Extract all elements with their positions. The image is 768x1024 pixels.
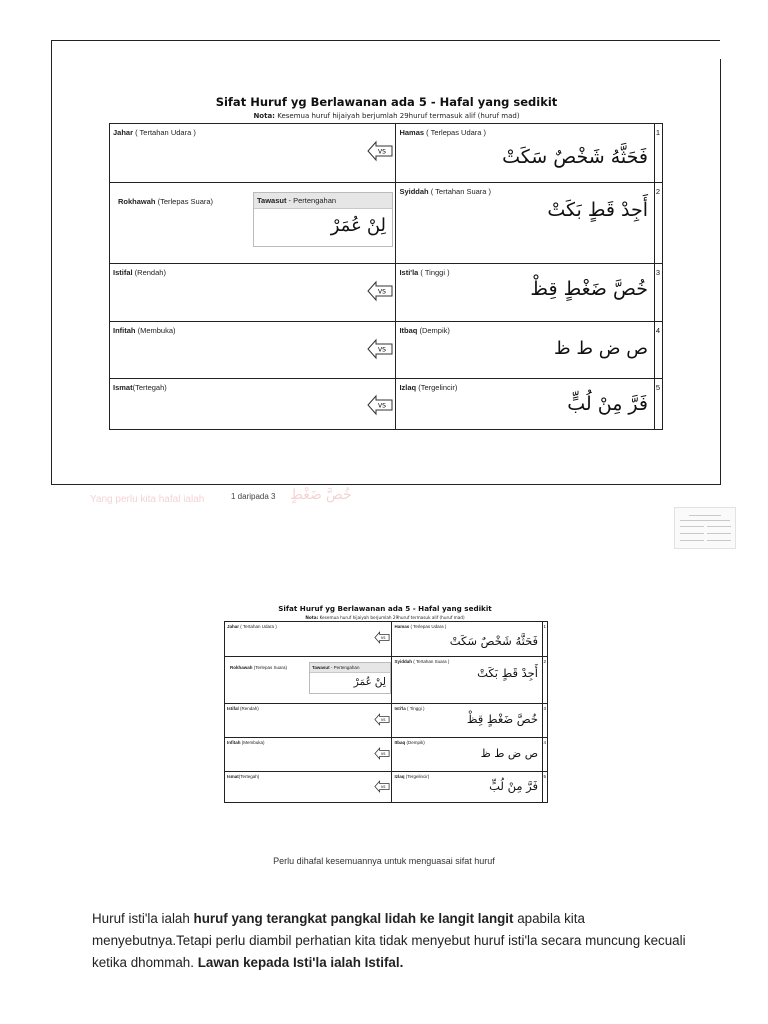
page-indicator: 1 daripada 3 [231,492,276,501]
sifat-left-label: Rokhawah (Terlepas Suara) [118,197,214,206]
arabic-letters: أَجِدْ قَطٍ بَكَتْ [477,666,538,680]
svg-text:VS: VS [378,288,387,296]
table-row [225,657,548,704]
table-row [225,738,548,772]
bold-phrase: huruf yang terangkat pangkal lidah ke langit langit [193,911,514,926]
table-row [110,379,663,430]
row-number: 5 [655,383,660,392]
sheet-title: Sifat Huruf yg Berlawanan ada 5 - Hafal yang sedikit [278,604,492,613]
table-row [110,322,663,379]
row-number: 3 [655,268,660,277]
sifat-left-label: Rokhawah (Terlepas Suara) [230,665,288,670]
row-number: 2 [655,187,660,196]
arabic-letters: ص ض ط ظ [480,747,538,760]
arabic-letters: أَجِدْ قَطٍ بَكَتْ [547,199,648,221]
sifat-right-label: Isti'la ( Tinggi ) [399,268,450,277]
row-number: 1 [543,624,546,629]
sifat-right-label: Itbaq (Dempik) [394,740,425,745]
arabic-letters: فَرَّ مِنْ لُبٍّ [489,779,538,793]
sifat-right-label: Hamas ( Terlepas Udara ) [394,624,447,629]
sifat-left-label: Jahar ( Tertahan Udara ) [227,624,277,629]
arabic-letters: ص ض ط ظ [554,338,648,359]
row-number: 1 [655,128,660,137]
row-number: 2 [543,659,546,664]
row-number: 5 [543,774,546,779]
sheet-title: Sifat Huruf yg Berlawanan ada 5 - Hafal yang sedikit [215,95,558,109]
faded-next-text: Yang perlu kita hafal ialah [90,494,205,505]
arabic-letters: خُصَّ ضَغْطٍ قِظْ [466,712,538,726]
vs-arrow-icon [367,338,393,360]
sifat-table-image [224,621,548,803]
svg-text:VS: VS [381,635,386,640]
row-number: 4 [543,740,546,745]
svg-text:VS: VS [381,717,386,722]
tawasut-arabic: لِنْ عُمَرْ [330,215,386,235]
vs-arrow-icon [374,747,390,760]
svg-text:VS: VS [381,751,386,756]
table-row [225,622,548,657]
vs-arrow-icon [374,780,390,793]
tawasut-label: Tawasut - Pertengahan [310,663,390,673]
faded-next-arabic: خُصَّ ضَغْطٍ [290,486,352,502]
vs-arrow-icon [374,631,390,644]
sifat-left-label: Infitah (Membuka) [227,740,265,745]
article-paragraph: Huruf isti'la ialah huruf yang terangkat pangkal lidah ke langit langit apabila kita menyebutnya.Tetapi perlu diambil perhatian kita tidak menyebut huruf isti'la secara muncung kecuali ketika dhommah. Lawan kepada Isti'la ialah Istifal. [92,911,686,970]
vs-arrow-icon [367,280,393,302]
document-viewer[interactable] [51,40,720,485]
svg-text:VS: VS [378,148,387,156]
vs-arrow-icon [367,140,393,162]
svg-text:VS: VS [378,346,387,354]
sifat-huruf-image-title [224,604,546,620]
table-row [225,772,548,803]
tawasut-label: Tawasut - Pertengahan [254,193,392,209]
tawasut-box [309,662,391,694]
table-row [110,264,663,322]
arabic-letters: فَحَثَّهُ شَخْصٌ سَكَتْ [449,634,538,648]
svg-text:VS: VS [378,402,387,410]
sifat-right-label: Syiddah ( Tertahan Suara ) [394,659,450,664]
sifat-left-label: Ismat(Tertegah) [227,774,260,779]
row-number: 3 [543,706,546,711]
tawasut-box [253,192,393,247]
sifat-left-label: Infitah (Membuka) [113,326,176,335]
sifat-huruf-sheet [109,95,664,120]
sifat-right-label: Isti'la ( Tinggi ) [394,706,425,711]
bold-phrase: Lawan kepada Isti'la ialah Istifal. [197,955,404,970]
sheet-note: Nota: Kesemua huruf hijaiyah berjumlah 29huruf termasuk alif (huruf mad) [253,112,520,120]
image-caption: Perlu dihafal kesemuannya untuk menguasai sifat huruf [273,856,495,866]
tawasut-arabic: لِنْ عُمَرْ [353,676,386,688]
arabic-letters: فَحَثَّهُ شَخْصٌ سَكَتْ [502,146,648,168]
svg-text:VS: VS [381,784,386,789]
table-row [225,704,548,738]
sheet-note: Nota: Kesemua huruf hijaiyah berjumlah 29huruf termasuk alif (huruf mad) [305,615,465,620]
arabic-letters: فَرَّ مِنْ لُبٍّ [567,393,648,415]
sifat-right-label: Syiddah ( Tertahan Suara ) [399,187,492,196]
table-row [110,124,663,183]
table-row [110,183,663,264]
sifat-right-label: Izlaq (Tergelincir) [399,383,458,392]
sifat-table [109,123,663,430]
page-thumbnail[interactable] [674,507,736,549]
sifat-right-label: Itbaq (Dempik) [399,326,450,335]
sifat-left-label: Istifal (Rendah) [113,268,166,277]
vs-arrow-icon [367,394,393,416]
sifat-right-label: Izlaq (Tergelincir) [394,774,430,779]
row-number: 4 [655,326,660,335]
arabic-letters: خُصَّ ضَغْطٍ قِظْ [530,278,648,300]
vs-arrow-icon [374,713,390,726]
sifat-left-label: Jahar ( Tertahan Udara ) [113,128,196,137]
sifat-left-label: Ismat(Tertegah) [113,383,167,392]
sifat-right-label: Hamas ( Terlepas Udara ) [399,128,487,137]
sifat-left-label: Istifal (Rendah) [227,706,259,711]
